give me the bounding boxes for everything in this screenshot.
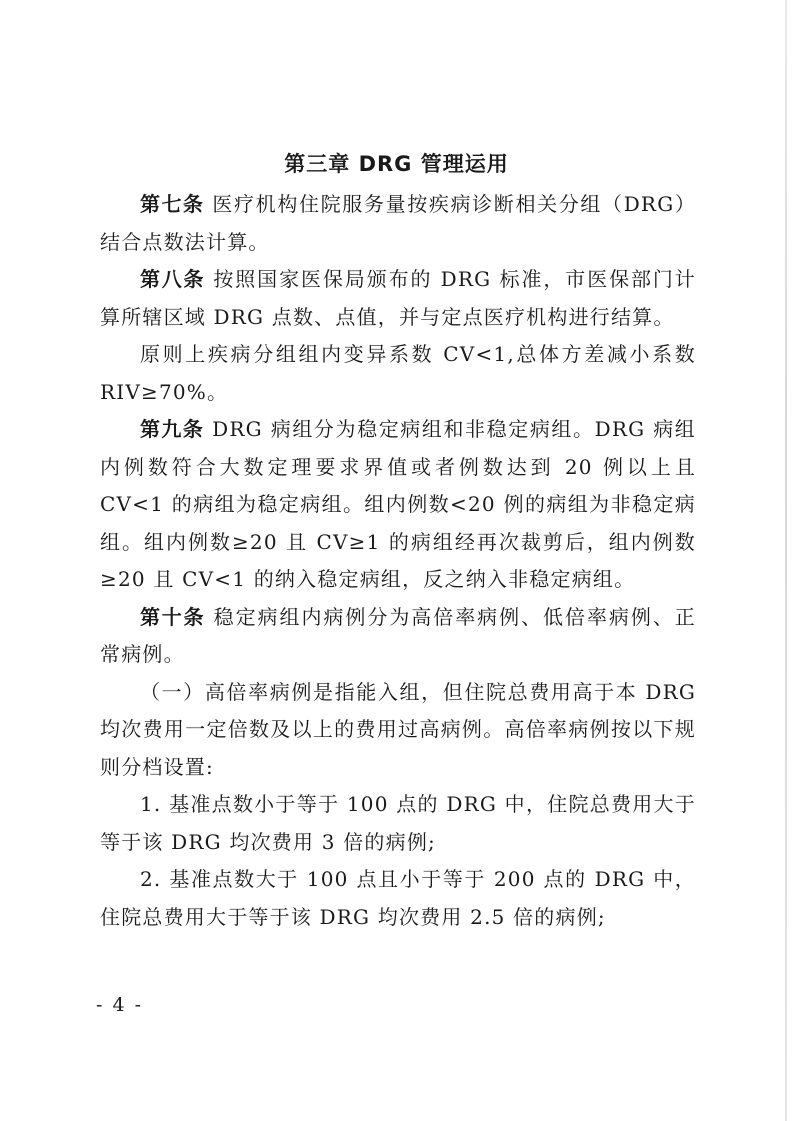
article-text: 医疗机构住院服务量按疾病诊断相关分组（DRG）结合点数法计算。 [100, 192, 697, 254]
article-8 [100, 261, 696, 336]
article-9 [100, 411, 696, 599]
article-text: 稳定病组内病例分为高倍率病例、低倍率病例、正常病例。 [100, 604, 697, 666]
page-number: - 4 - [96, 994, 144, 1016]
article-label: 第八条 [140, 267, 206, 291]
paragraph-high-ratio [100, 674, 696, 787]
list-item-text: 1. 基准点数小于等于 100 点的 DRG 中，住院总费用大于等于该 DRG 均次费用 3 倍的病例; [100, 792, 696, 854]
article-10 [100, 599, 696, 674]
list-item-1 [100, 786, 696, 861]
list-item-text: 2. 基准点数大于 100 点且小于等于 200 点的 DRG 中，住院总费用大于等于该 DRG 均次费用 2.5 倍的病例; [100, 867, 696, 929]
list-item-2 [100, 861, 696, 936]
paragraph-text: 原则上疾病分组组内变异系数 CV<1,总体方差减小系数 RIV≥70%。 [100, 342, 696, 404]
document-body [100, 186, 696, 936]
scan-edge [785, 0, 787, 1121]
article-label: 第九条 [140, 417, 205, 441]
article-label: 第十条 [140, 604, 206, 629]
article-text: DRG 病组分为稳定病组和非稳定病组。DRG 病组内例数符合大数定理要求界值或者例数达到 20 例以上且 CV<1 的病组为稳定病组。组内例数<20 例的病组为非稳定病组。组内例数≥20 且 CV≥1 的病组经再次裁剪后，组内例数≥20 且 CV<1 的纳入稳定病组，反之纳入非稳定病组。 [100, 417, 696, 591]
article-7 [100, 186, 696, 261]
chapter-title: 第三章 DRG 管理运用 [284, 152, 509, 176]
article-text: 按照国家医保局颁布的 DRG 标准，市医保部门计算所辖区域 DRG 点数、点值，并与定点医疗机构进行结算。 [100, 267, 696, 329]
article-label: 第七条 [140, 192, 205, 216]
paragraph-cv-principle [100, 336, 696, 411]
paragraph-text: （一）高倍率病例是指能入组，但住院总费用高于本 DRG 均次费用一定倍数及以上的费用过高病例。高倍率病例按以下规则分档设置: [100, 679, 696, 779]
